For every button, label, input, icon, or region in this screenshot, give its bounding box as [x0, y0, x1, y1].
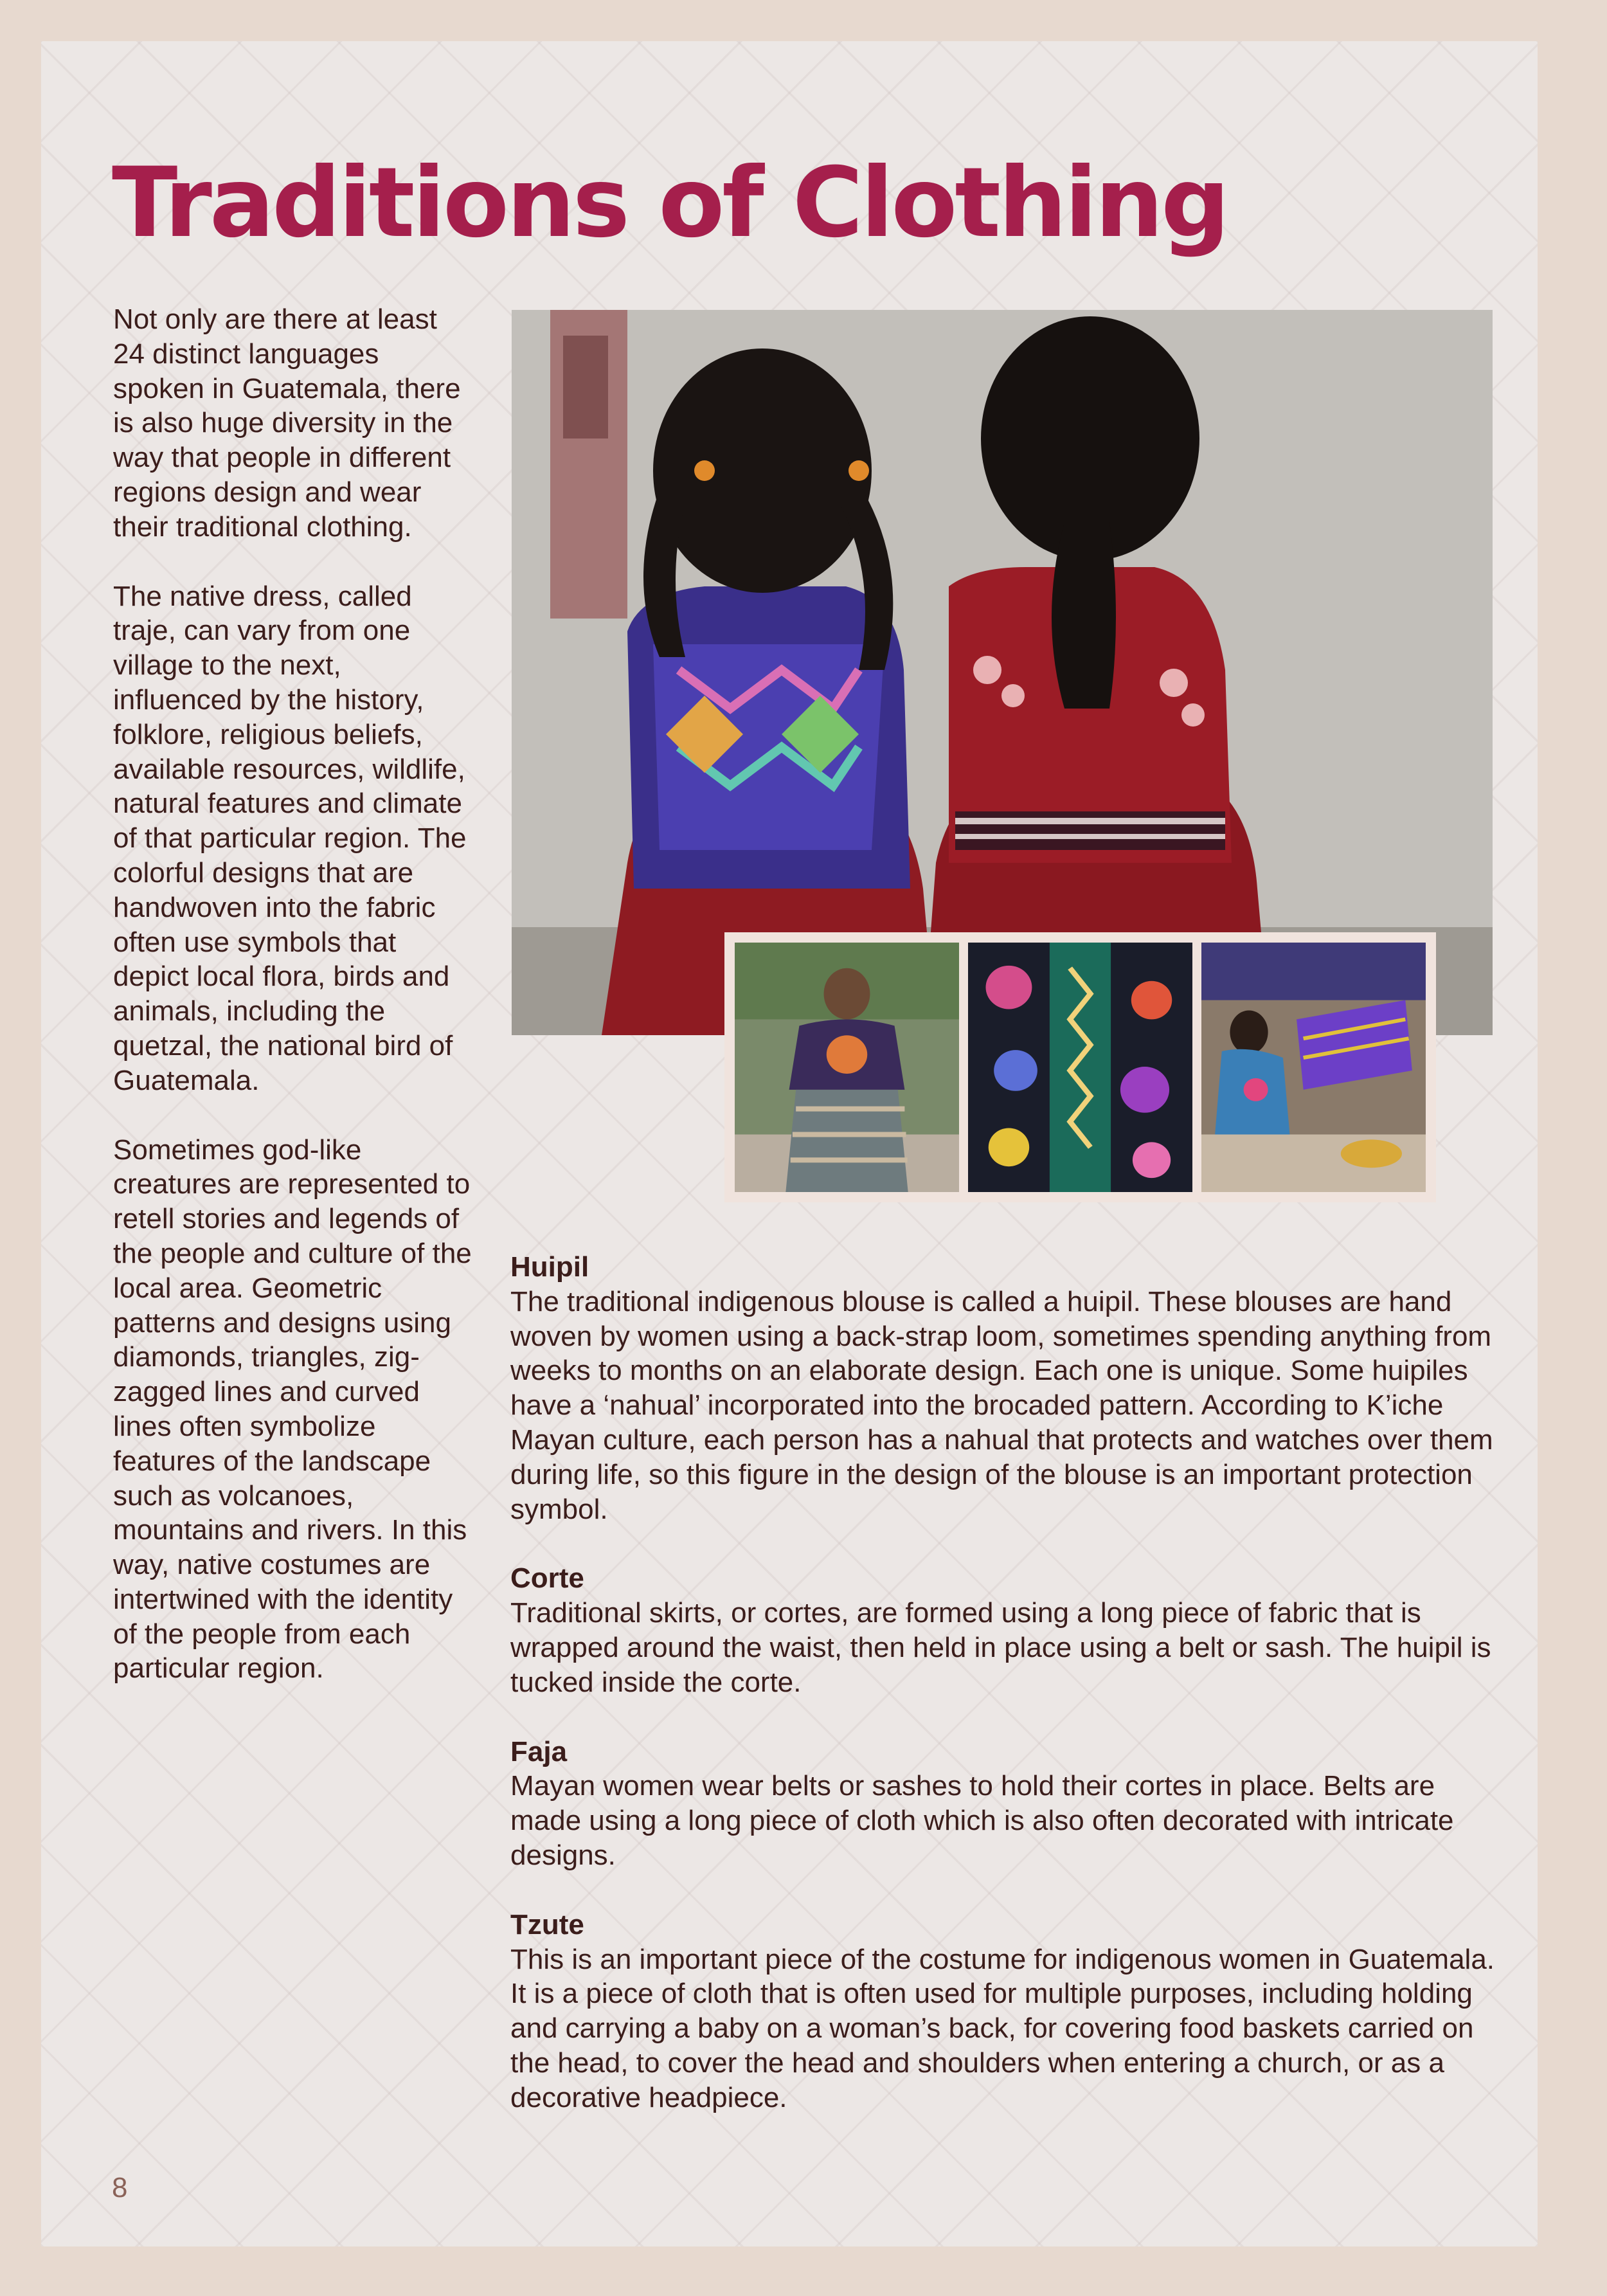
intro-paragraph: Sometimes god-like creatures are represented to retell stories and legends of the people and culture of the local area. Geometric patterns and designs using diamonds, triangles, zig-zagged lines and curved lines often symbolize features of the landscape such as volcanoes, mountains and rivers. In this way, native costumes are intertwined with the identity of the people from each particular region. [113, 1134, 472, 1685]
section-corte [510, 1561, 1513, 1699]
woman-portrait-photo [735, 943, 959, 1192]
section-faja [510, 1735, 1513, 1873]
inset-photos [724, 932, 1436, 1202]
section-body: Mayan women wear belts or sashes to hold their cortes in place. Belts are made using a long piece of cloth which is also often decorated with intricate designs. [510, 1770, 1454, 1871]
section-tzute [510, 1908, 1513, 2115]
intro-paragraph: The native dress, called traje, can vary from one village to the next, influenced by the history, folklore, religious beliefs, available resources, wildlife, natural features and climate of that particular region. The colorful designs that are handwoven into the fabric often use symbols that depict local flora, birds and animals, including the quetzal, the national bird of Guatemala. [113, 580, 467, 1096]
page [41, 41, 1538, 2246]
section-heading: Corte [510, 1562, 584, 1595]
section-heading: Tzute [510, 1908, 584, 1940]
weaver-loom-photo [1201, 943, 1426, 1192]
intro-column [113, 302, 473, 1721]
girls-photo-illustration [512, 310, 1493, 1035]
section-heading: Faja [510, 1735, 568, 1767]
section-huipil [510, 1250, 1513, 1526]
intro-paragraph: Not only are there at least 24 distinct languages spoken in Guatemala, there is also huge diversity in the way that people in different regions design and wear their traditional clothing. [113, 303, 461, 543]
embroidered-fabric-photo [968, 943, 1192, 1192]
page-number: 8 [112, 2172, 128, 2203]
section-body: This is an important piece of the costume for indigenous women in Guatemala. It is a piece of cloth that is often used for multiple purposes, including holding and carrying a baby on a woman’s back, for covering food baskets carried on the head, to cover the head and shoulders when entering a church, or as a decorative headpiece. [510, 1943, 1495, 2113]
hero-photo [512, 310, 1493, 1035]
page-title: Traditions of Clothing [112, 147, 1228, 259]
section-body: Traditional skirts, or cortes, are formed using a long piece of fabric that is wrapped around the waist, then held in place using a belt or sash. The huipil is tucked inside the corte. [510, 1597, 1491, 1698]
section-body: The traditional indigenous blouse is called a huipil. These blouses are hand woven by women using a back-strap loom, sometimes spending anything from weeks to months on an elaborate design. Each one is unique. Some huipiles have a ‘nahual’ incorporated into the brocaded pattern. According to K’iche Mayan culture, each person has a nahual that protects and watches over them during life, so this figure in the design of the blouse is an important protection symbol. [510, 1285, 1493, 1525]
section-heading: Huipil [510, 1251, 589, 1283]
clothing-sections [510, 1250, 1513, 2150]
